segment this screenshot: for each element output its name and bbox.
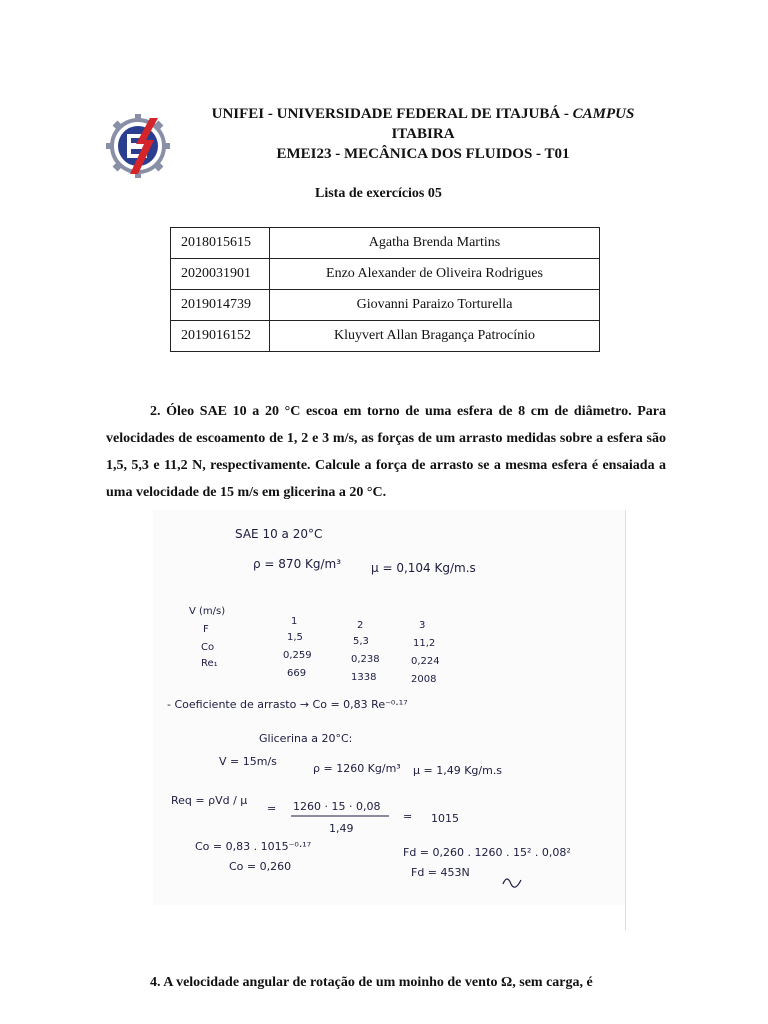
university-name: UNIFEI - UNIVERSIDADE FEDERAL DE ITAJUBÁ - xyxy=(211,106,573,122)
problem-text: . Óleo SAE 10 a 20 °C escoa em torno de uma esfera de 8 cm de diâmetro. Para velocidades de escoamento de 1, 2 e 3 m/s, as forças de um arrasto medidas sobre a esfera são 1,5, 5,3 e 11,2 N, respectivamente. Calcule a força de arrasto se a mesma esfera é ensaiada a uma velocidade de 15 m/s em glicerina a 20 °C. xyxy=(106,404,666,500)
unifei-logo xyxy=(106,114,170,178)
hw-c3-re: 2008 xyxy=(411,674,437,685)
hw-c2-co: 0,238 xyxy=(351,654,380,665)
hw-coef-line: - Coeficiente de arrasto → Co = 0,83 Re⁻⁰·¹⁷ xyxy=(167,698,408,711)
hw-header-co: Co xyxy=(201,642,215,653)
header-line-2: ITABIRA xyxy=(391,126,455,142)
hw-header-v: V (m/s) xyxy=(189,606,226,617)
hw-co-calc: Co = 0,83 . 1015⁻⁰·¹⁷ xyxy=(195,840,312,853)
handwritten-solution xyxy=(153,510,625,905)
table-row xyxy=(171,228,600,259)
problem-text: . A velocidade angular de rotação de um moinho de vento Ω, sem carga, é xyxy=(157,975,593,990)
hw-fd-calc: Fd = 0,260 . 1260 . 15² . 0,08² xyxy=(403,846,571,859)
hw-c2-f: 5,3 xyxy=(353,636,369,647)
hw-re-arrow: = xyxy=(267,802,277,815)
hw-c3-f: 11,2 xyxy=(413,638,436,649)
document-header xyxy=(190,104,656,164)
hw-c3-v: 3 xyxy=(419,620,426,631)
table-row xyxy=(171,259,600,290)
hw-re-den: 1,49 xyxy=(329,822,354,835)
course-title: EMEI23 - MECÂNICA DOS FLUIDOS - T01 xyxy=(276,146,570,162)
student-name: Agatha Brenda Martins xyxy=(270,228,600,259)
hw-c1-f: 1,5 xyxy=(287,632,303,643)
hw-header-re: Re₁ xyxy=(201,658,218,669)
student-id: 2018015615 xyxy=(171,228,270,259)
exercise-list-title: Lista de exercícios 05 xyxy=(315,186,442,201)
hw-sae: SAE 10 a 20°C xyxy=(235,527,323,541)
hw-c1-co: 0,259 xyxy=(283,650,312,661)
hw-re-lhs: Req = ρVd / μ xyxy=(171,794,248,807)
hw-mu-oil: μ = 0,104 Kg/m.s xyxy=(371,561,476,575)
problem-number: 4 xyxy=(150,975,157,990)
hw-c2-v: 2 xyxy=(357,620,364,631)
hw-mu-gly: μ = 1,49 Kg/m.s xyxy=(413,764,503,777)
hw-c2-re: 1338 xyxy=(351,672,377,683)
hw-glicerina: Glicerina a 20°C: xyxy=(259,732,353,745)
student-name: Enzo Alexander de Oliveira Rodrigues xyxy=(270,259,600,290)
hw-c1-re: 669 xyxy=(287,668,307,679)
table-row xyxy=(171,321,600,352)
hw-header-f: F xyxy=(203,624,209,635)
problem-number: 2 xyxy=(150,404,157,419)
hw-rho-gly: ρ = 1260 Kg/m³ xyxy=(313,762,401,775)
hw-v-gly: V = 15m/s xyxy=(219,755,277,768)
student-id: 2019016152 xyxy=(171,321,270,352)
student-name: Giovanni Paraizo Torturella xyxy=(270,290,600,321)
student-name: Kluyvert Allan Bragança Patrocínio xyxy=(270,321,600,352)
hw-rho-oil: ρ = 870 Kg/m³ xyxy=(253,557,342,571)
hw-re-num: 1260 · 15 · 0,08 xyxy=(293,800,381,813)
hw-c1-v: 1 xyxy=(291,616,298,627)
scan-edge-line xyxy=(625,510,626,930)
hw-c3-co: 0,224 xyxy=(411,656,440,667)
students-table xyxy=(170,227,600,352)
problem-2-statement xyxy=(106,398,666,506)
table-row xyxy=(171,290,600,321)
hw-co-res: Co = 0,260 xyxy=(229,860,292,873)
hw-re-res: 1015 xyxy=(431,812,459,825)
student-id: 2019014739 xyxy=(171,290,270,321)
hw-re-eq: = xyxy=(403,810,413,823)
hw-fd-res: Fd = 453N xyxy=(411,866,470,879)
header-line-1 xyxy=(190,104,656,124)
campus-label: CAMPUS xyxy=(572,106,635,122)
problem-4-statement xyxy=(106,969,666,996)
student-id: 2020031901 xyxy=(171,259,270,290)
